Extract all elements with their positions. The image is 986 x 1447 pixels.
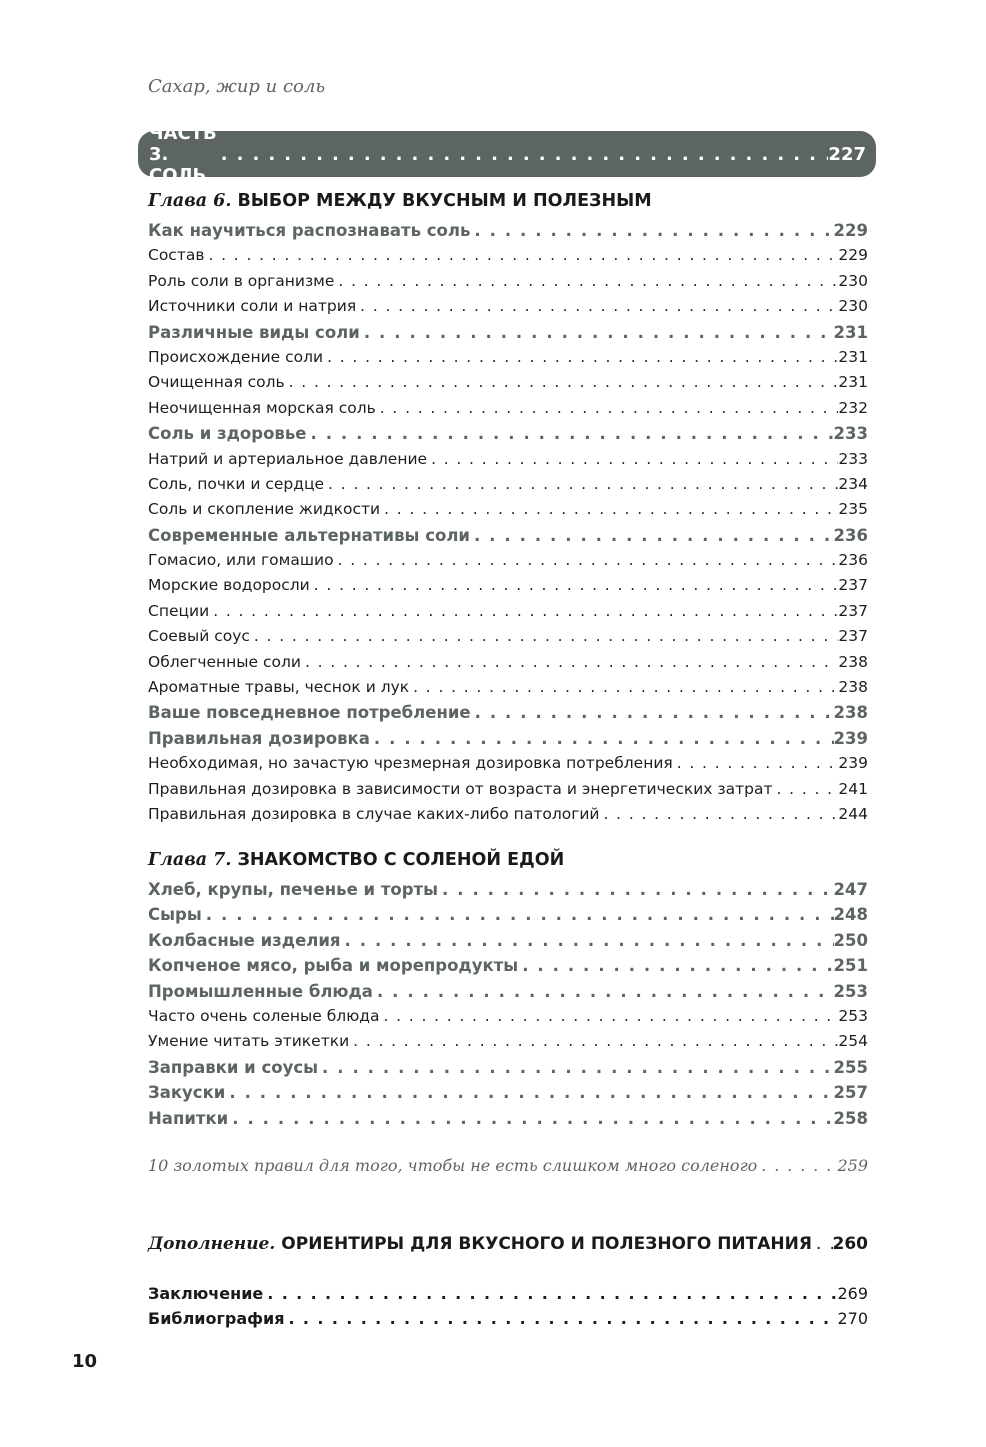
toc-entry[interactable] [148, 297, 868, 322]
toc-entry-page: 239 [833, 728, 868, 748]
toc-entry-page: 250 [833, 930, 868, 950]
toc-entry-label: Заправки и соусы [148, 1057, 319, 1077]
chapter-6-title: ВЫБОР МЕЖДУ ВКУСНЫМ И ПОЛЕЗНЫМ [237, 191, 652, 211]
leader-dots [284, 1309, 837, 1328]
leader-dots [812, 1234, 833, 1254]
toc-entry[interactable] [148, 729, 868, 754]
toc-entry-label: Различные виды соли [148, 322, 360, 342]
leader-dots [470, 221, 833, 240]
toc-entry[interactable] [148, 754, 868, 779]
toc-entry-label: Современные альтернативы соли [148, 525, 470, 545]
toc-entry[interactable] [148, 221, 868, 246]
leader-dots [334, 272, 838, 290]
toc-entry-label: Состав [148, 246, 205, 265]
toc-entry-label: Очищенная соль [148, 373, 285, 392]
toc-entry[interactable] [148, 576, 868, 601]
leader-dots [360, 323, 834, 342]
toc-entry[interactable] [148, 526, 868, 551]
toc-entry-page: 229 [833, 221, 868, 240]
toc-entry-label: Специи [148, 601, 210, 620]
toc-entry[interactable] [148, 450, 868, 475]
toc-entry-page: 269 [837, 1284, 868, 1303]
toc-entry-label: Промышленные блюда [148, 981, 373, 1001]
toc-entry-page: 270 [837, 1309, 868, 1329]
leader-dots [341, 931, 834, 950]
toc-entry[interactable] [148, 272, 868, 297]
toc-entry-page: 231 [838, 347, 868, 366]
toc-entry[interactable] [148, 956, 868, 981]
appendix-section [148, 1234, 868, 1254]
leader-dots [285, 373, 839, 391]
toc-entry-page: 237 [838, 576, 868, 595]
toc-entry[interactable] [148, 678, 868, 703]
toc-entry[interactable] [148, 703, 868, 728]
toc-entry-label: Закуски [148, 1083, 226, 1103]
toc-entry[interactable] [148, 880, 868, 905]
toc-entry[interactable] [148, 602, 868, 627]
toc-entry-label: Соль и скопление жидкости [148, 500, 381, 519]
leader-dots [379, 1007, 838, 1025]
leader-dots [376, 399, 839, 417]
leader-dots [518, 956, 833, 975]
toc-entry[interactable] [148, 424, 868, 449]
toc-entry-page: 239 [838, 754, 868, 773]
toc-entry[interactable] [148, 323, 868, 348]
toc-entry-page: 241 [838, 779, 868, 798]
toc-entry[interactable] [148, 805, 868, 830]
toc-entry[interactable] [148, 246, 868, 271]
toc-entry-label: Натрий и артериальное давление [148, 449, 428, 468]
leader-dots [349, 1032, 838, 1050]
appendix-entry[interactable] [148, 1234, 868, 1254]
toc-entry[interactable] [148, 653, 868, 678]
chapter-6-entries [148, 221, 868, 830]
toc-entry-label: Колбасные изделия [148, 930, 341, 950]
leader-dots [323, 348, 838, 366]
toc-entry-page: 253 [833, 981, 868, 1001]
chapter-7-section [148, 850, 868, 1134]
toc-entry[interactable] [148, 551, 868, 576]
toc-entry-page: 229 [838, 246, 868, 265]
toc-entry-page: 232 [838, 398, 868, 417]
leader-dots [217, 144, 829, 165]
toc-entry[interactable] [148, 1007, 868, 1032]
toc-entry[interactable] [148, 982, 868, 1007]
leader-dots [373, 982, 834, 1001]
leader-dots [324, 475, 838, 493]
leader-dots [600, 805, 839, 823]
toc-entry-page: 248 [833, 905, 868, 925]
golden-rules-page: 259 [837, 1156, 868, 1175]
toc-entry-label: Соль, почки и сердце [148, 474, 325, 493]
golden-rules-section [148, 1156, 868, 1175]
toc-entry-page: 238 [838, 678, 868, 697]
running-head: Сахар, жир и соль [148, 76, 326, 97]
chapter-6-word: Глава 6. [148, 191, 232, 211]
toc-entry-page: 233 [838, 449, 868, 468]
toc-entry-label: Источники соли и натрия [148, 297, 357, 316]
toc-entry-label: Облегченные соли [148, 652, 301, 671]
toc-entry[interactable] [148, 1058, 868, 1083]
leader-dots [250, 627, 838, 645]
toc-entry-page: 233 [833, 424, 868, 444]
toc-entry-label: Правильная дозировка в зависимости от возраста и энергетических затрат [148, 779, 773, 798]
toc-entry-page: 230 [838, 297, 868, 316]
toc-entry-page: 237 [838, 601, 868, 620]
toc-entry-label: Необходимая, но зачастую чрезмерная дозировка потребления [148, 754, 673, 773]
toc-entry[interactable] [148, 1032, 868, 1057]
leader-dots [318, 1058, 834, 1077]
toc-entry-page: 238 [833, 703, 868, 723]
leader-dots [263, 1284, 837, 1303]
chapter-6-section [148, 191, 868, 830]
toc-entry[interactable] [148, 627, 868, 652]
leader-dots [225, 1083, 833, 1102]
toc-entry-label: Соевый соус [148, 627, 250, 646]
toc-entry[interactable] [148, 1083, 868, 1108]
toc-entry[interactable] [148, 1284, 868, 1309]
toc-entry-label: Напитки [148, 1108, 229, 1128]
toc-entry-label: Неочищенная морская соль [148, 398, 376, 417]
toc-entry-page: 236 [833, 525, 868, 545]
toc-entry-label: Библиография [148, 1309, 285, 1329]
toc-entry-label: Часто очень соленые блюда [148, 1006, 380, 1025]
leader-dots [673, 754, 839, 772]
toc-entry[interactable] [148, 905, 868, 930]
chapter-7-title: ЗНАКОМСТВО С СОЛЕНОЙ ЕДОЙ [237, 850, 565, 870]
toc-entry-label: Заключение [148, 1284, 264, 1303]
toc-entry-page: 234 [838, 474, 868, 493]
toc-entry[interactable] [148, 500, 868, 525]
chapter-6-heading [148, 191, 868, 221]
chapter-7-entries [148, 880, 868, 1134]
part-3-label: ЧАСТЬ 3. СОЛЬ [149, 122, 217, 186]
toc-entry-page: 237 [838, 627, 868, 646]
leader-dots [471, 703, 834, 722]
leader-dots [380, 500, 838, 518]
chapter-7-word: Глава 7. [148, 850, 232, 870]
toc-entry-label: Правильная дозировка в случае каких-либо патологий [148, 804, 600, 823]
toc-entry-page: 255 [833, 1057, 868, 1077]
toc-entry-page: 238 [838, 652, 868, 671]
toc-entry-page: 235 [838, 500, 868, 519]
leader-dots [202, 905, 834, 924]
toc-entry-label: Правильная дозировка [148, 728, 370, 748]
leader-dots [370, 729, 834, 748]
part-3-page: 227 [828, 143, 866, 165]
toc-entry-page: 254 [838, 1032, 868, 1051]
leader-dots [209, 602, 838, 620]
leader-dots [356, 297, 838, 315]
leader-dots [334, 551, 839, 569]
toc-entry[interactable] [148, 780, 868, 805]
toc-entry[interactable] [148, 1309, 868, 1334]
toc-entry-page: 231 [838, 373, 868, 392]
toc-entry-label: Как научиться распознавать соль [148, 221, 471, 240]
leader-dots [228, 1109, 833, 1128]
leader-dots [409, 678, 838, 696]
leader-dots [470, 526, 834, 545]
golden-rules-entry[interactable] [148, 1156, 868, 1175]
page-number: 10 [72, 1351, 98, 1372]
toc-entry[interactable] [148, 348, 868, 373]
appendix-word: Дополнение. [148, 1234, 276, 1254]
toc-entry-label: Хлеб, крупы, печенье и торты [148, 880, 439, 899]
leader-dots [310, 576, 839, 594]
leader-dots [205, 246, 839, 264]
toc-entry-label: Происхождение соли [148, 347, 324, 366]
toc-entry[interactable] [148, 475, 868, 500]
toc-entry-page: 231 [833, 322, 868, 342]
toc-entry-label: Ароматные травы, чеснок и лук [148, 678, 410, 697]
toc-entry-label: Сыры [148, 905, 202, 925]
toc-entry-page: 253 [838, 1006, 868, 1025]
appendix-title: ОРИЕНТИРЫ ДЛЯ ВКУСНОГО И ПОЛЕЗНОГО ПИТАНИЯ [281, 1234, 812, 1254]
toc-entry-label: Роль соли в организме [148, 271, 335, 290]
appendix-page: 260 [832, 1234, 868, 1254]
toc-entry-page: 244 [838, 804, 868, 823]
leader-dots [438, 880, 834, 899]
part-3-heading[interactable] [138, 122, 876, 186]
toc-entry-page: 236 [838, 551, 868, 570]
leader-dots [301, 653, 838, 671]
toc-entry-page: 257 [833, 1083, 868, 1103]
toc-entry[interactable] [148, 931, 868, 956]
toc-entry-label: Ваше повседневное потребление [148, 703, 471, 723]
leader-dots [757, 1156, 837, 1175]
toc-entry[interactable] [148, 399, 868, 424]
back-matter-section [148, 1284, 868, 1335]
chapter-7-heading [148, 850, 868, 880]
toc-entry-page: 258 [833, 1108, 868, 1128]
leader-dots [773, 780, 839, 798]
toc-entry-label: Копченое мясо, рыба и морепродукты [148, 956, 519, 976]
toc-entry[interactable] [148, 1109, 868, 1134]
toc-entry-label: Гомасио, или гомашио [148, 551, 334, 570]
toc-entry-page: 247 [833, 880, 868, 899]
golden-rules-label: 10 золотых правил для того, чтобы не есть слишком много соленого [148, 1156, 758, 1175]
toc-entry-label: Умение читать этикетки [148, 1032, 350, 1051]
toc-entry-label: Соль и здоровье [148, 424, 307, 444]
toc-entry[interactable] [148, 373, 868, 398]
leader-dots [427, 450, 838, 468]
toc-entry-page: 230 [838, 271, 868, 290]
toc-entry-label: Морские водоросли [148, 576, 310, 595]
leader-dots [306, 424, 833, 443]
toc-entry-page: 251 [833, 956, 868, 976]
